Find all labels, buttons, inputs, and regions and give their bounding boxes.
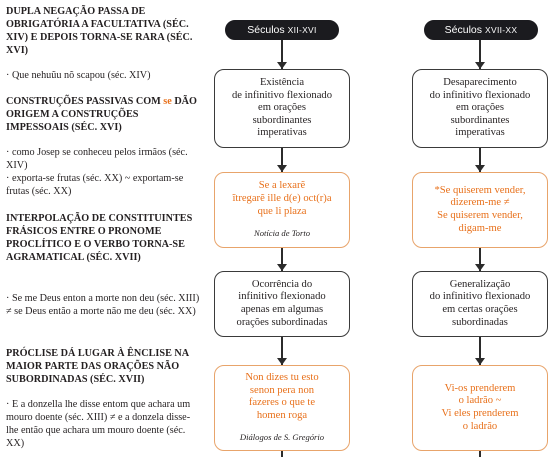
box-text: Desaparecimento do infinitivo flexionado em orações subordinantes imperativas: [429, 77, 531, 139]
box-text: Se a lexarẽ ĩtregarẽ ille d(e) oct(r)a que li plaza: [232, 180, 332, 217]
box-text: Existência de infinitivo flexionado em orações subordinantes imperativas: [231, 77, 333, 139]
arrow-down-icon: [475, 358, 485, 365]
box-example-ladrao: [412, 365, 548, 451]
pill-label: Séculos: [444, 24, 482, 36]
example-nehuuu: · Que nehuũu nõ scapou (séc. XIV): [6, 70, 151, 81]
note-dupla-negacao: DUPLA NEGAÇÃO PASSA DE OBRIGATÓRIA A FACULTATIVA (SÉC. XIV) E DEPOIS TORNA-SE RARA (SÉC. XVI): [6, 6, 193, 56]
century-pill-1: [225, 20, 339, 40]
box-text: *Se quiserem vender, dizerem-me ≠ Se quiserem vender, digam-me: [434, 184, 526, 234]
box-example-torto: [214, 172, 350, 248]
box-text: Ocorrência do infinitivo flexionado apenas em algumas orações subordinadas: [236, 278, 328, 328]
arrow-down-icon: [277, 358, 287, 365]
arrow-down-icon: [277, 264, 287, 271]
note-pre: CONSTRUÇÕES PASSIVAS COM: [6, 96, 164, 107]
box-text: Vi-os prenderem o ladrão ~ Vi eles prenderem o ladrão: [441, 382, 519, 432]
box-existencia: [214, 69, 350, 148]
example-deus: · Se me Deus enton a morte non deu (séc. XIII) ≠ se Deus então a morte não me deu (séc. XX): [6, 293, 200, 317]
example-exporta: · exporta-se frutas (séc. XX) ~ exportam-se frutas (séc. XX): [6, 173, 184, 197]
source-citation: Notícia de Torto: [253, 228, 311, 239]
se-accent: se: [163, 96, 172, 107]
note-post: DÃO ORIGEM A CONSTRUÇÕES IMPESSOAIS (SÉC. XVI): [6, 96, 197, 133]
note-proclise: PRÓCLISE DÁ LUGAR À ÊNCLISE NA MAIOR PARTE DAS ORAÇÕES NÃO SUBORDINADAS (SÉC. XVII): [6, 348, 189, 385]
box-example-vender: [412, 172, 548, 248]
arrow-down-icon: [277, 62, 287, 69]
box-text: Generalização do infinitivo flexionado em certas orações subordinadas: [429, 278, 531, 328]
century-pill-2: [424, 20, 538, 40]
box-example-dialogos: [214, 365, 350, 451]
source-citation: Diálogos de S. Gregório: [239, 432, 325, 443]
arrow-down-icon: [475, 264, 485, 271]
box-ocorrencia: [214, 271, 350, 337]
arrow-down-icon: [475, 62, 485, 69]
arrow-down-icon: [277, 165, 287, 172]
pill-range: XVII-XX: [485, 25, 518, 35]
arrow-down-icon: [475, 165, 485, 172]
box-text: Non dizes tu esto senon pera non fazeres o que te homen roga: [245, 372, 319, 421]
pill-label: Séculos: [247, 24, 285, 36]
example-donzella: · E a donzella lhe disse entom que achara um mouro doente (séc. XIII) ≠ e a donzela disse-lhe então que achara um mouro doente (séc. XX): [6, 399, 191, 449]
example-josep: · como Josep se conheceu pelos irmãos (séc. XIV): [6, 147, 188, 171]
box-generalizacao: [412, 271, 548, 337]
box-desaparecimento: [412, 69, 548, 148]
note-construcoes-passivas: [6, 95, 201, 134]
note-interpolacao: INTERPOLAÇÃO DE CONSTITUINTES FRÁSICOS ENTRE O PRONOME PROCLÍTICO E O VERBO TORNA-SE AGRAMATICAL (SÉC. XVII): [6, 213, 193, 263]
pill-range: XII-XVI: [287, 25, 317, 35]
